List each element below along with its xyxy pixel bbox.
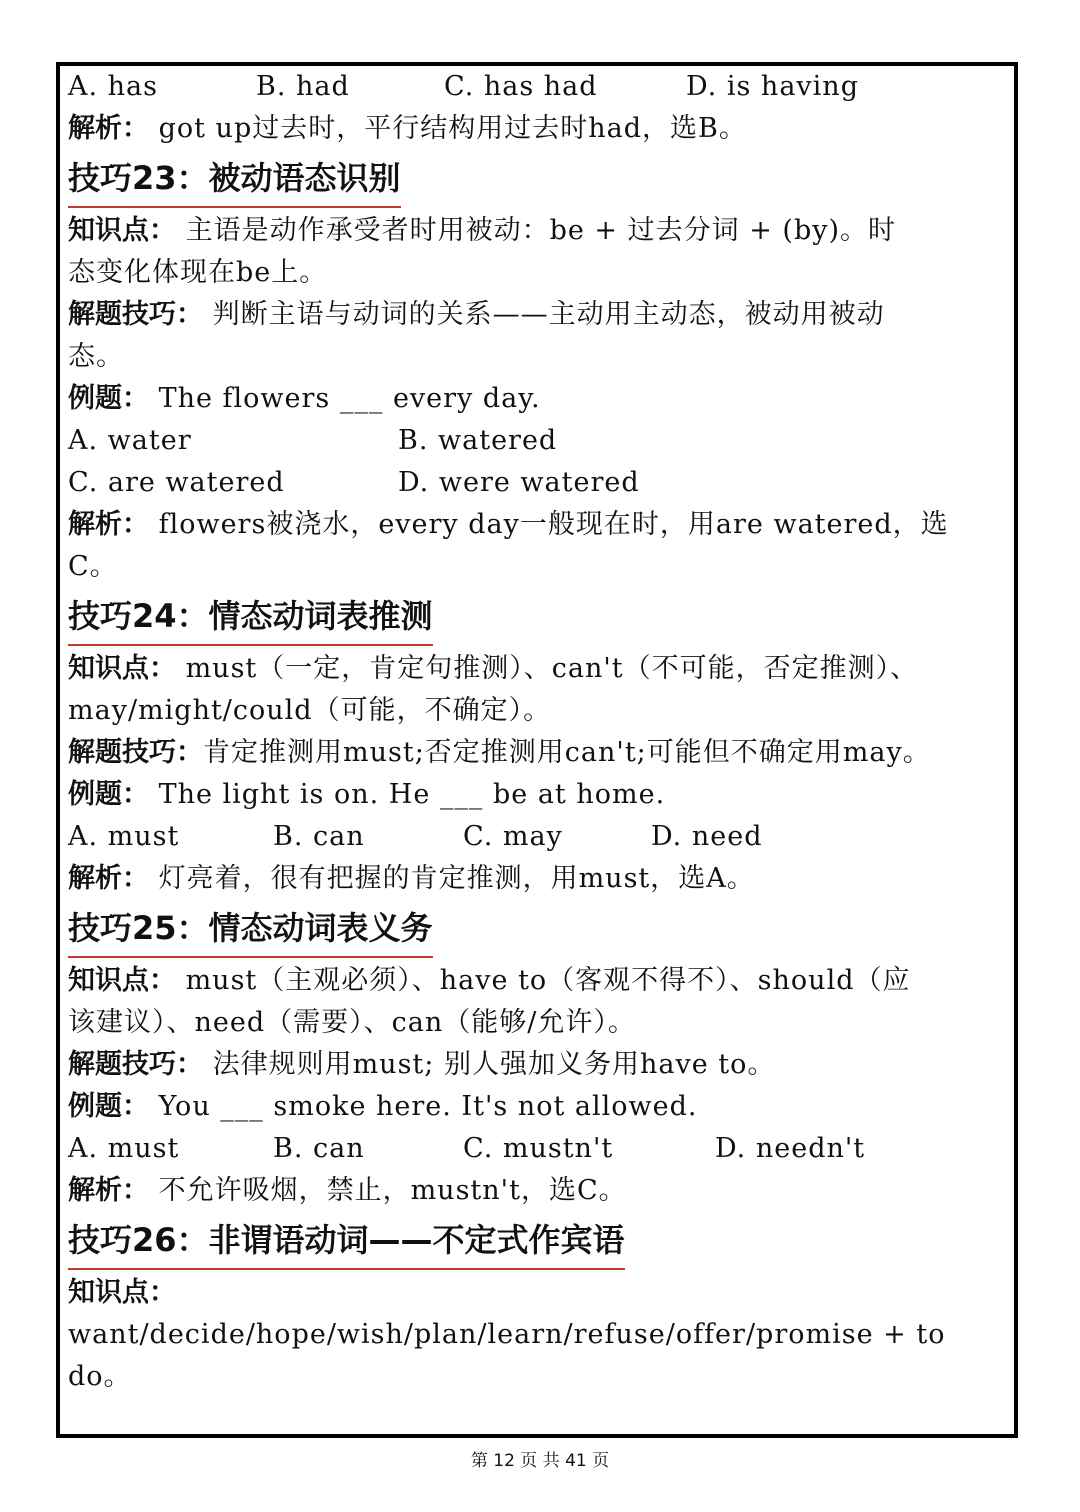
example-text: The flowers ___ every day.: [149, 383, 541, 414]
tip23-options-row2: [68, 462, 1013, 504]
option-a: A. has: [68, 71, 159, 102]
tip23-analysis: [68, 504, 1013, 546]
tip25-strategy: [68, 1044, 1013, 1086]
tip26-knowledge: [68, 1272, 1013, 1314]
tip25-example: [68, 1086, 1013, 1128]
tip25-knowledge: [68, 960, 1013, 1002]
tip24-knowledge-cont: may/might/could（可能，不确定）。: [68, 695, 552, 726]
tip24-strategy: [68, 732, 1013, 774]
strategy-label: 解题技巧：: [68, 299, 203, 330]
prev-options: [68, 66, 1013, 108]
analysis-text: 不允许吸烟，禁止，mustn't，选C。: [149, 1175, 627, 1206]
page-content: [68, 66, 1013, 1398]
option-c: C. may: [463, 821, 563, 852]
tip23-title: 技巧23：被动语态识别: [68, 154, 401, 208]
strategy-text: 法律规则用must; 别人强加义务用have to。: [203, 1049, 776, 1080]
tip24-title: 技巧24：情态动词表推测: [68, 592, 433, 646]
analysis-text: got up过去时，平行结构用过去时had，选B。: [149, 113, 747, 144]
knowledge-label: 知识点：: [68, 965, 176, 996]
knowledge-label: 知识点：: [68, 1277, 176, 1308]
example-label: 例题：: [68, 779, 149, 810]
tip23-analysis-cont: C。: [68, 551, 118, 582]
prev-analysis: [68, 108, 1013, 150]
tip24-example: [68, 774, 1013, 816]
option-c: C. has had: [444, 71, 598, 102]
knowledge-text: must（一定，肯定句推测）、can't（不可能，否定推测）、: [176, 653, 919, 684]
option-d: D. is having: [686, 71, 859, 102]
tip25-knowledge-cont: 该建议）、need（需要）、can（能够/允许）。: [68, 1007, 636, 1038]
option-a: A. water: [68, 425, 192, 456]
page-footer: 第 12 页 共 41 页: [470, 1451, 610, 1471]
tip23-knowledge: [68, 210, 1013, 252]
tip25-title: 技巧25：情态动词表义务: [68, 904, 433, 958]
option-b: B. can: [273, 1133, 365, 1164]
analysis-text: 灯亮着，很有把握的肯定推测，用must，选A。: [149, 863, 755, 894]
tip23-strategy: [68, 294, 1013, 336]
example-text: You ___ smoke here. It's not allowed.: [149, 1091, 698, 1122]
option-c: C. are watered: [68, 467, 285, 498]
analysis-label: 解析：: [68, 113, 149, 144]
tip26-title: 技巧26：非谓语动词——不定式作宾语: [68, 1216, 625, 1270]
analysis-label: 解析：: [68, 863, 149, 894]
tip26-knowledge-text: want/decide/hope/wish/plan/learn/refuse/offer/promise + to: [68, 1319, 946, 1350]
tip23-options-row1: [68, 420, 1013, 462]
knowledge-text: must（主观必须）、have to（客观不得不）、should（应: [176, 965, 911, 996]
option-a: A. must: [68, 821, 180, 852]
strategy-label: 解题技巧：: [68, 737, 203, 768]
option-a: A. must: [68, 1133, 180, 1164]
tip23-example: [68, 378, 1013, 420]
tip25-heading-wrap: [68, 900, 1013, 960]
option-b: B. had: [256, 71, 350, 102]
analysis-label: 解析：: [68, 1175, 149, 1206]
option-d: D. needn't: [715, 1133, 866, 1164]
option-d: D. were watered: [398, 467, 640, 498]
tip25-options: [68, 1128, 1013, 1170]
tip23-knowledge-cont: 态变化体现在be上。: [68, 257, 328, 288]
tip26-heading-wrap: [68, 1212, 1013, 1272]
tip24-options: [68, 816, 1013, 858]
strategy-text: 判断主语与动词的关系——主动用主动态，被动用被动: [203, 299, 885, 330]
tip26-knowledge-cont: do。: [68, 1361, 132, 1392]
tip23-strategy-cont: 态。: [68, 341, 124, 372]
knowledge-text: 主语是动作承受者时用被动：be + 过去分词 + (by)。时: [176, 215, 897, 246]
tip23-heading-wrap: [68, 150, 1013, 210]
knowledge-label: 知识点：: [68, 215, 176, 246]
tip25-analysis: [68, 1170, 1013, 1212]
example-text: The light is on. He ___ be at home.: [149, 779, 666, 810]
option-d: D. need: [651, 821, 763, 852]
option-c: C. mustn't: [463, 1133, 614, 1164]
strategy-label: 解题技巧：: [68, 1049, 203, 1080]
option-b: B. can: [273, 821, 365, 852]
knowledge-label: 知识点：: [68, 653, 176, 684]
analysis-label: 解析：: [68, 509, 149, 540]
tip24-heading-wrap: [68, 588, 1013, 648]
strategy-text: 肯定推测用must;否定推测用can't;可能但不确定用may。: [203, 737, 931, 768]
analysis-text: flowers被浇水，every day一般现在时，用are watered，选: [149, 509, 949, 540]
tip24-analysis: [68, 858, 1013, 900]
option-b: B. watered: [398, 425, 558, 456]
tip24-knowledge: [68, 648, 1013, 690]
example-label: 例题：: [68, 1091, 149, 1122]
example-label: 例题：: [68, 383, 149, 414]
